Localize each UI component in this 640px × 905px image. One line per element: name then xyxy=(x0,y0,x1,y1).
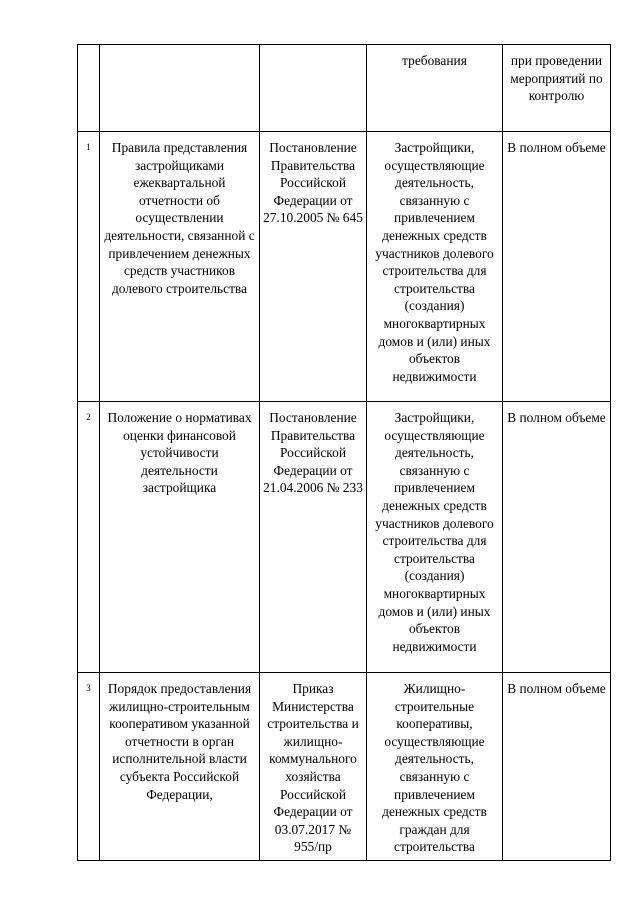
document-name: Положение о нормативах оценки финансовой устойчивости деятельности застройщика xyxy=(100,402,260,673)
header-cell-scope xyxy=(503,45,611,132)
table-header-row xyxy=(78,45,611,132)
header-subjects-text: требования xyxy=(402,53,467,68)
row-number: 3 xyxy=(78,673,100,861)
row-number: 2 xyxy=(78,402,100,673)
document-name: Порядок предоставления жилищно-строительным кооперативом указанной отчетности в орган исполнительной власти субъекта Российской Федерации, xyxy=(100,673,260,861)
legal-act: Постановление Правительства Российской Федерации от 27.10.2005 № 645 xyxy=(260,132,367,402)
row-number: 1 xyxy=(78,132,100,402)
table-row xyxy=(78,673,611,861)
regulated-subjects: Жилищно-строительные кооперативы, осуществляющие деятельность, связанную с привлечением денежных средств граждан для строительства xyxy=(367,673,503,861)
regulation-table xyxy=(77,44,611,861)
application-scope: В полном объеме xyxy=(503,402,611,673)
header-cell-subjects xyxy=(367,45,503,132)
regulated-subjects: Застройщики, осуществляющие деятельность, связанную с привлечением денежных средств участников долевого строительства для строительства (создания) многоквартирных домов и (или) иных объектов недвижимости xyxy=(367,402,503,673)
document-name: Правила представления застройщиками ежеквартальной отчетности об осуществлении деятельности, связанной с привлечением денежных средств участников долевого строительства xyxy=(100,132,260,402)
legal-act: Постановление Правительства Российской Федерации от 21.04.2006 № 233 xyxy=(260,402,367,673)
table-row xyxy=(78,132,611,402)
header-cell-name xyxy=(100,45,260,132)
application-scope: В полном объеме xyxy=(503,132,611,402)
legal-act: Приказ Министерства строительства и жилищно-коммунального хозяйства Российской Федерации от 03.07.2017 № 955/пр xyxy=(260,673,367,861)
header-cell-act xyxy=(260,45,367,132)
table-row xyxy=(78,402,611,673)
application-scope: В полном объеме xyxy=(503,673,611,861)
header-scope-text: при проведении мероприятий по контролю xyxy=(510,53,603,104)
regulated-subjects: Застройщики, осуществляющие деятельность, связанную с привлечением денежных средств участников долевого строительства для строительства (создания) многоквартирных домов и (или) иных объектов недвижимости xyxy=(367,132,503,402)
header-cell-num xyxy=(78,45,100,132)
